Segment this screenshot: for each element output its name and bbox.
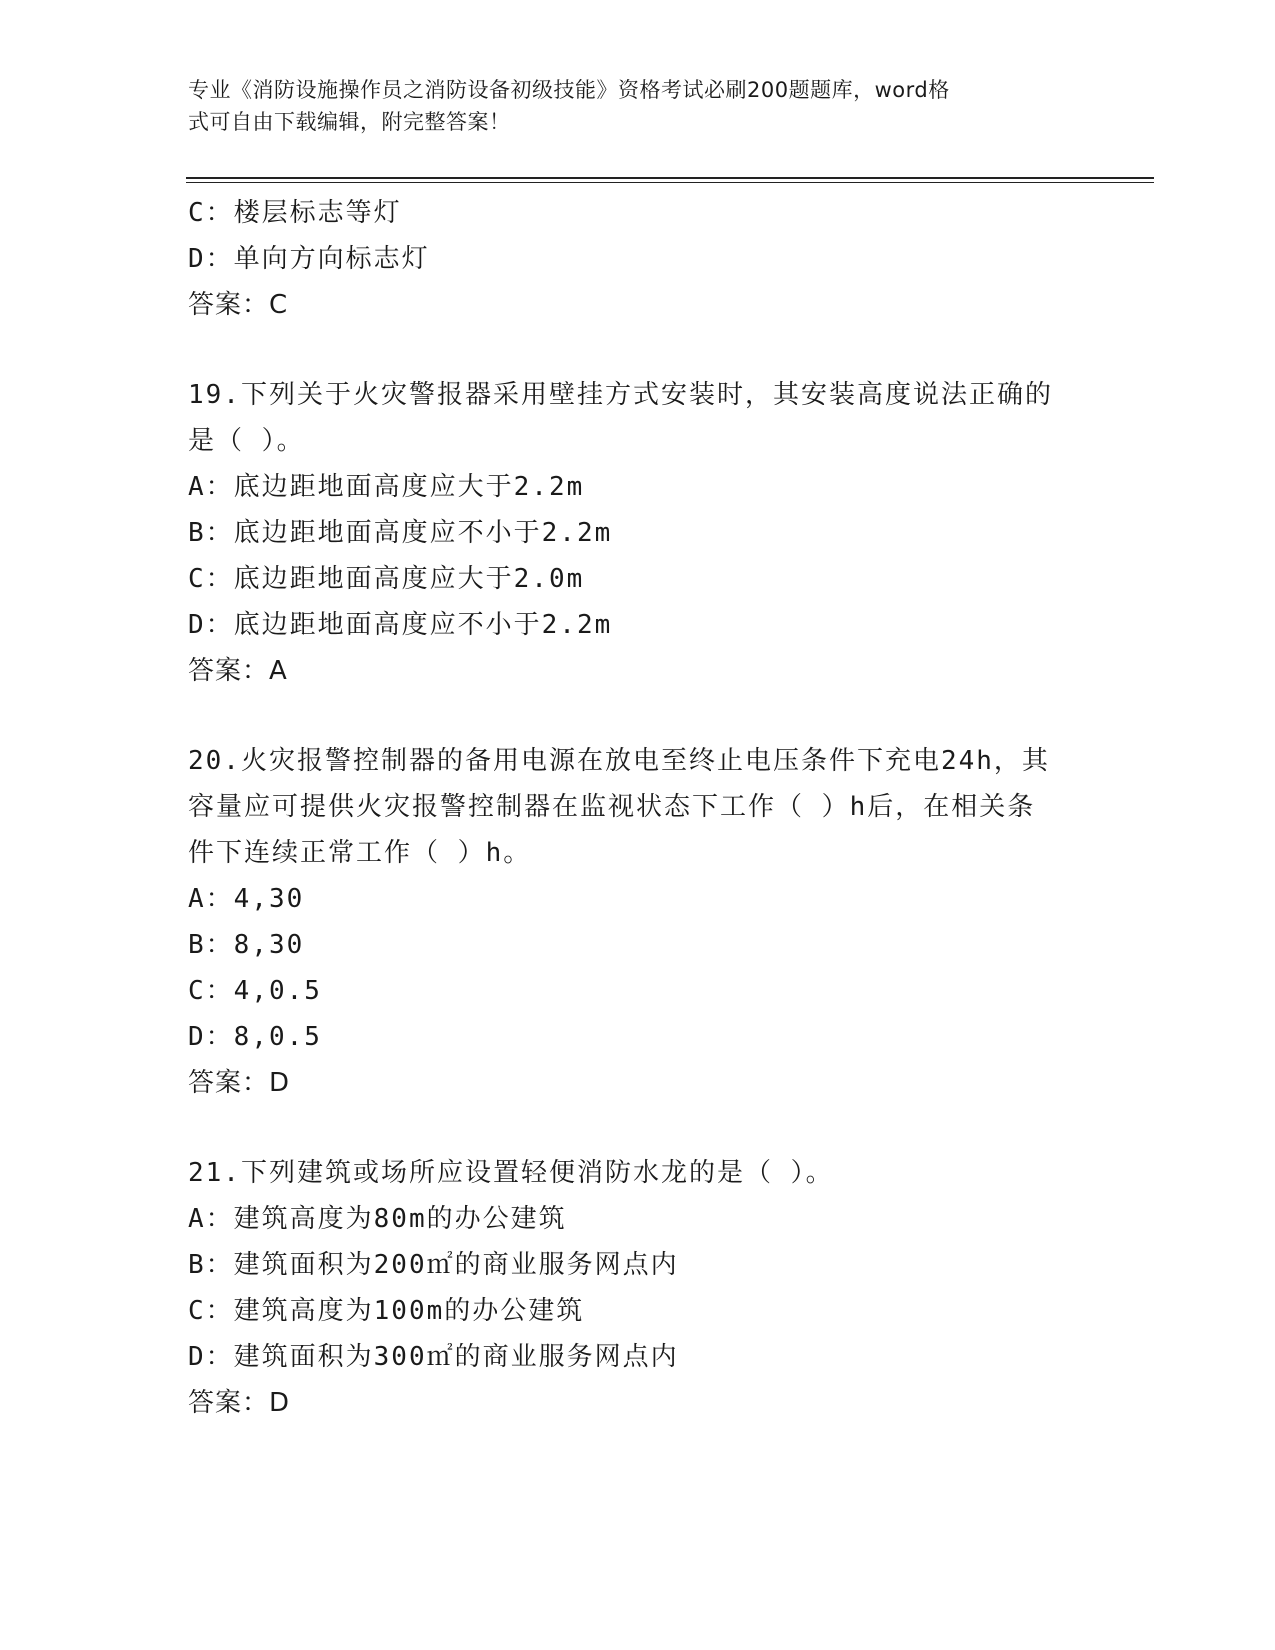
document-header	[188, 74, 1068, 138]
header-divider-thick	[186, 177, 1154, 179]
option-a: A：4,30	[188, 884, 305, 914]
option-d: D：8,0.5	[188, 1022, 322, 1052]
question-stem: 20.火灾报警控制器的备用电源在放电至终止电压条件下充电24h，其	[188, 746, 1050, 776]
question-20	[188, 738, 1088, 1106]
question-stem: 19.下列关于火灾警报器采用壁挂方式安装时，其安装高度说法正确的	[188, 380, 1053, 410]
answer-line: 答案：D	[188, 1068, 291, 1098]
answer-line: 答案：D	[188, 1388, 291, 1418]
option-c: C：建筑高度为100m的办公建筑	[188, 1296, 585, 1326]
question-19	[188, 372, 1088, 694]
question-18	[188, 190, 1088, 328]
question-21	[188, 1150, 1088, 1426]
option-b: B：8,30	[188, 930, 305, 960]
header-divider-thin	[186, 182, 1154, 183]
header-line-2: 式可自由下载编辑，附完整答案！	[188, 110, 511, 134]
question-list	[188, 190, 1088, 1426]
option-d: D：建筑面积为300㎡的商业服务网点内	[188, 1342, 679, 1372]
question-stem: 容量应可提供火灾报警控制器在监视状态下工作（ ）h后，在相关条	[188, 792, 1036, 822]
option-a: A：建筑高度为80m的办公建筑	[188, 1204, 567, 1234]
question-stem: 21.下列建筑或场所应设置轻便消防水龙的是（ ）。	[188, 1158, 834, 1188]
option-a: A：底边距地面高度应大于2.2m	[188, 472, 585, 502]
option-b: B：底边距地面高度应不小于2.2m	[188, 518, 613, 548]
option-d: D：单向方向标志灯	[188, 244, 430, 274]
answer-line: 答案：C	[188, 290, 289, 320]
question-stem: 是（ ）。	[188, 426, 305, 456]
option-d: D：底边距地面高度应不小于2.2m	[188, 610, 613, 640]
option-c: C：楼层标志等灯	[188, 198, 402, 228]
header-line-1: 专业《消防设施操作员之消防设备初级技能》资格考试必刷200题题库，word格	[188, 78, 950, 102]
option-b: B：建筑面积为200㎡的商业服务网点内	[188, 1250, 679, 1280]
option-c: C：4,0.5	[188, 976, 322, 1006]
answer-line: 答案：A	[188, 656, 288, 686]
option-c: C：底边距地面高度应大于2.0m	[188, 564, 585, 594]
question-stem: 件下连续正常工作（ ）h。	[188, 838, 532, 868]
